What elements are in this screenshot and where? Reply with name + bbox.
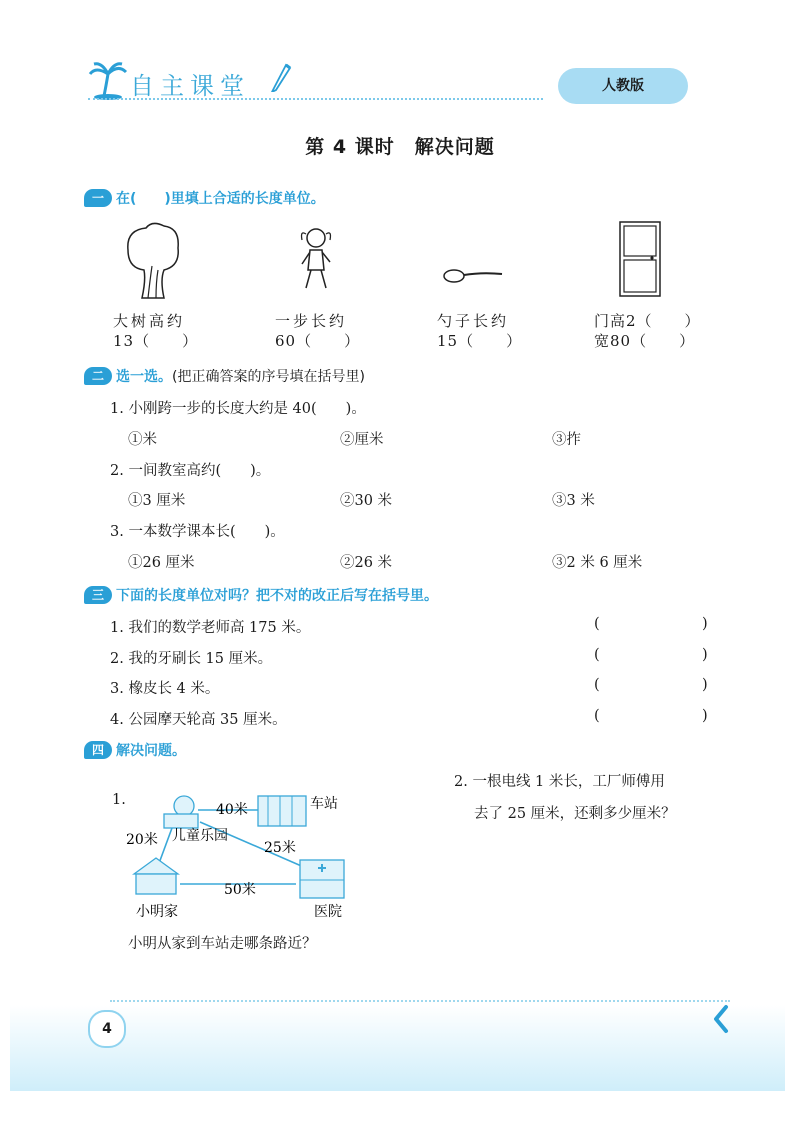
sec1-item-blank: 13（ ） bbox=[113, 332, 199, 350]
sec1-item-blank: 15（ ） bbox=[437, 332, 523, 350]
answer-paren-open: ( bbox=[594, 708, 600, 724]
answer-paren-open: ( bbox=[594, 616, 600, 632]
sec1-item-blank: 宽80（ ） bbox=[594, 332, 696, 350]
girl-walking-icon bbox=[296, 224, 336, 296]
section-title: 下面的长度单位对吗？把不对的改正后写在括号里。 bbox=[116, 588, 438, 604]
option: ②26 米 bbox=[340, 555, 393, 571]
sec1-item-label: 一步长约 bbox=[275, 312, 348, 330]
option: ③3 米 bbox=[552, 493, 595, 509]
problem-1-question: 小明从家到车站走哪条路近？ bbox=[128, 936, 317, 952]
label-station: 车站 bbox=[310, 796, 338, 812]
answer-paren-close: ) bbox=[702, 677, 708, 693]
section-hint: (把正确答案的序号填在括号里) bbox=[172, 369, 365, 385]
sec1-item-blank: 60（ ） bbox=[275, 332, 361, 350]
door-icon bbox=[618, 220, 662, 298]
home-icon bbox=[134, 858, 178, 894]
problem-2-line2: 去了 25 厘米，还剩多少厘米？ bbox=[474, 806, 676, 822]
answer-paren-open: ( bbox=[594, 647, 600, 663]
option: ①米 bbox=[128, 432, 157, 448]
option: ①26 厘米 bbox=[128, 555, 195, 571]
label-home-hospital: 50米 bbox=[224, 882, 256, 898]
chevron-left-icon bbox=[710, 1003, 732, 1035]
section-number: 三 bbox=[84, 586, 112, 604]
answer-paren-close: ) bbox=[702, 708, 708, 724]
question: 2. 一间教室高约( )。 bbox=[110, 463, 271, 479]
option: ③拃 bbox=[552, 432, 581, 448]
sec1-item-label: 勺子长约 bbox=[437, 312, 510, 330]
footer-band bbox=[10, 1005, 785, 1091]
route-map bbox=[120, 788, 370, 924]
option: ②厘米 bbox=[340, 432, 384, 448]
footer-divider bbox=[110, 1000, 730, 1002]
section-title: 在( )里填上合适的长度单位。 bbox=[116, 191, 325, 207]
option: ③2 米 6 厘米 bbox=[552, 555, 643, 571]
statement: 1. 我们的数学老师高 175 米。 bbox=[110, 620, 311, 636]
problem-number: 1. bbox=[112, 792, 126, 808]
label-park-hospital: 25米 bbox=[264, 840, 296, 856]
option: ②30 米 bbox=[340, 493, 393, 509]
palm-tree-logo-icon bbox=[88, 60, 128, 100]
section-title: 选一选。 bbox=[116, 369, 172, 385]
page-number: 4 bbox=[88, 1010, 126, 1048]
spoon-icon bbox=[442, 264, 504, 288]
section-number: 二 bbox=[84, 367, 112, 385]
problem-2-line1: 2. 一根电线 1 米长，工厂师傅用 bbox=[454, 774, 665, 790]
sec1-item-label: 门高2（ ） bbox=[594, 312, 701, 330]
hospital-icon bbox=[300, 860, 344, 898]
section-2-heading bbox=[84, 366, 365, 386]
label-home-park: 20米 bbox=[126, 832, 158, 848]
section-1-heading bbox=[84, 188, 325, 208]
statement: 2. 我的牙刷长 15 厘米。 bbox=[110, 651, 273, 667]
statement: 3. 橡皮长 4 米。 bbox=[110, 681, 220, 697]
option: ①3 厘米 bbox=[128, 493, 186, 509]
answer-paren-close: ) bbox=[702, 616, 708, 632]
edition-badge: 人教版 bbox=[558, 68, 688, 104]
section-title: 解决问题。 bbox=[116, 743, 186, 759]
section-3-heading bbox=[84, 585, 438, 605]
statement: 4. 公园摩天轮高 35 厘米。 bbox=[110, 712, 287, 728]
answer-paren-open: ( bbox=[594, 677, 600, 693]
label-park-station: 40米 bbox=[216, 802, 248, 818]
park-icon bbox=[164, 796, 198, 828]
question: 3. 一本数学课本长( )。 bbox=[110, 524, 285, 540]
label-park: 儿童乐园 bbox=[172, 828, 228, 844]
pencil-icon bbox=[268, 62, 294, 92]
station-icon bbox=[258, 796, 306, 826]
section-4-heading bbox=[84, 740, 186, 760]
brand-title: 自主课堂 bbox=[130, 72, 250, 100]
section-number: 一 bbox=[84, 189, 112, 207]
label-home: 小明家 bbox=[136, 904, 178, 920]
answer-paren-close: ) bbox=[702, 647, 708, 663]
tree-icon bbox=[122, 220, 184, 300]
header-divider bbox=[88, 98, 543, 100]
label-hospital: 医院 bbox=[314, 904, 342, 920]
lesson-title: 第 4 课时 解决问题 bbox=[305, 136, 495, 158]
question: 1. 小刚跨一步的长度大约是 40( )。 bbox=[110, 401, 366, 417]
sec1-item-label: 大树高约 bbox=[113, 312, 186, 330]
section-number: 四 bbox=[84, 741, 112, 759]
